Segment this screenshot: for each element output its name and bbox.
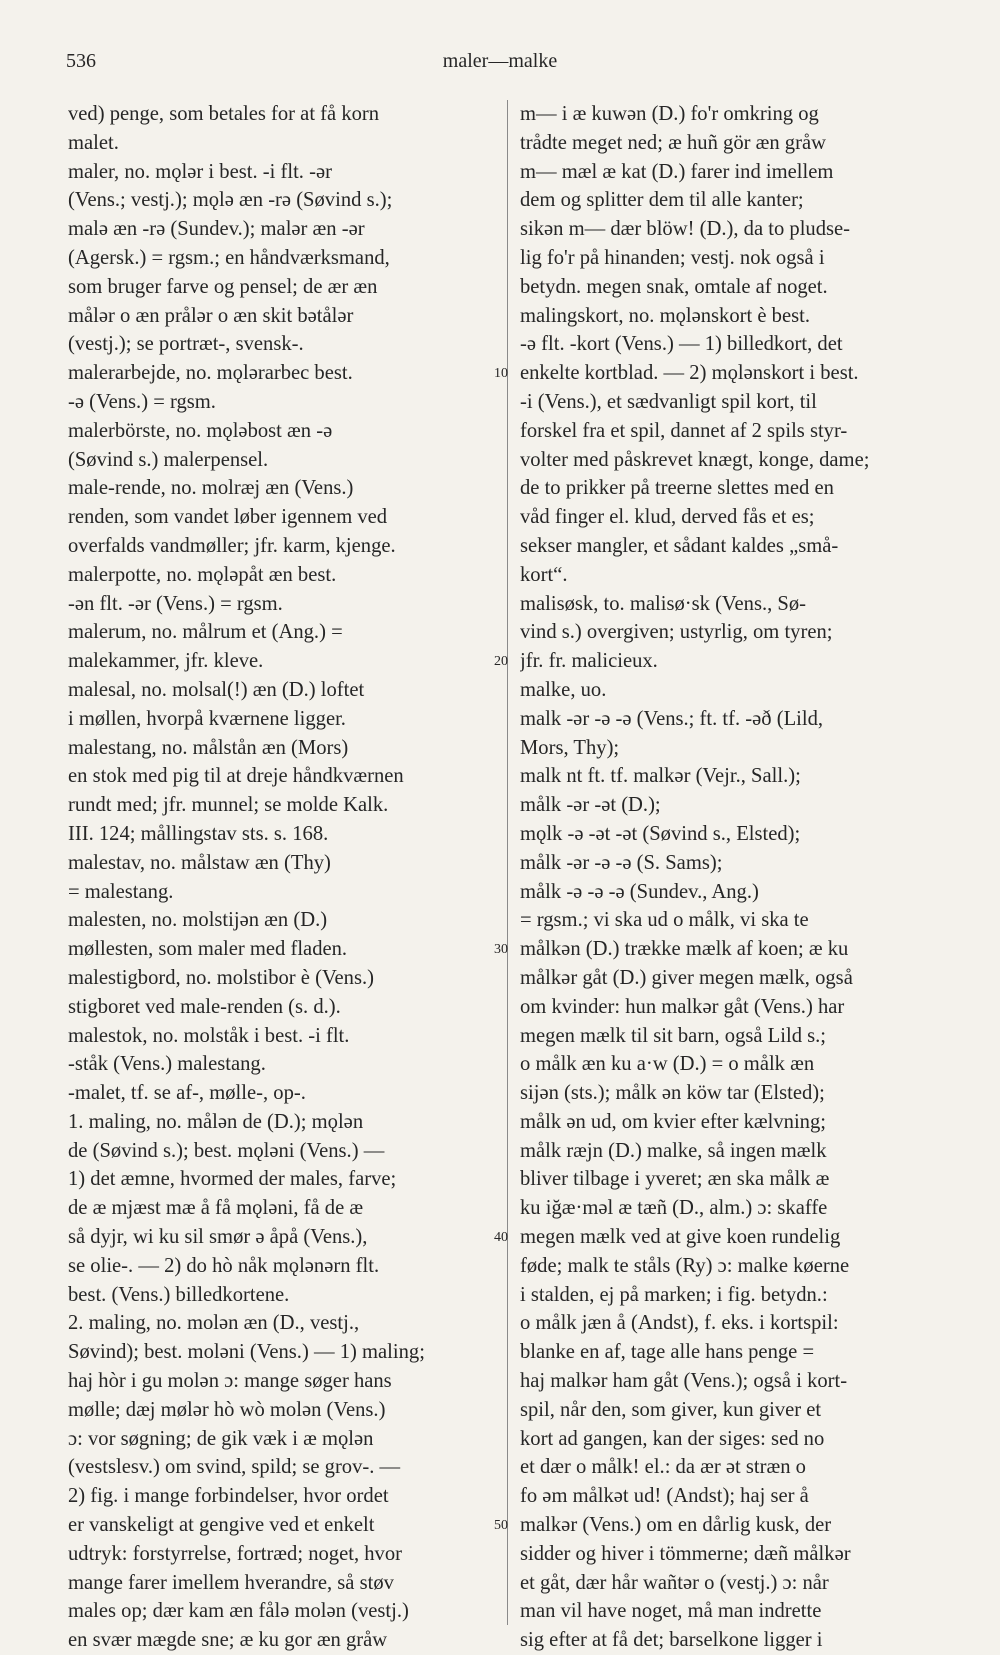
text-line: sekser mangler, et sådant kaldes „små- (520, 534, 839, 557)
text-line: malestav, no. målstaw æn (Thy) (68, 851, 331, 874)
text-line: som bruger farve og pensel; de ær æn (68, 275, 378, 298)
text-line: målkər gåt (D.) giver megen mælk, også (520, 966, 853, 989)
line-number: 10 (494, 366, 508, 382)
text-line: målk -ər -ə -ə (S. Sams); (520, 851, 723, 874)
text-line: malesal, no. molsal(!) æn (D.) loftet (68, 678, 365, 701)
text-line: malingskort, no. mǫlənskort è best. (520, 304, 810, 327)
text-line: malerpotte, no. mǫləpåt æn best. (68, 563, 337, 586)
text-line: malə æn -rə (Sundev.); malər æn -ər (68, 218, 365, 241)
text-line: er vanskeligt at gengive ved et enkelt (68, 1514, 375, 1537)
text-line: en svær mægde sne; æ ku gor æn gråw (68, 1629, 388, 1652)
text-line: malet. (68, 131, 119, 154)
text-line: = rgsm.; vi ska ud o målk, vi ska te (520, 909, 809, 932)
text-line: malestok, no. molståk i best. -i flt. (68, 1024, 350, 1047)
text-line: -ən flt. -ər (Vens.) = rgsm. (68, 592, 283, 615)
text-line: (Agersk.) = rgsm.; en håndværksmand, (68, 246, 390, 269)
text-line: et gåt, dær hår wañtər o (vestj.) ɔ: når (520, 1571, 829, 1594)
text-line: m— i æ kuwən (D.) fo'r omkring og (520, 103, 819, 125)
text-line: de (Søvind s.); best. mǫləni (Vens.) — (68, 1139, 385, 1162)
text-line: male-rende, no. molræj æn (Vens.) (68, 477, 354, 500)
line-number: 40 (494, 1230, 508, 1246)
text-line: malk -ər -ə -ə (Vens.; ft. tf. -əð (Lild, (520, 707, 824, 730)
text-line: (Søvind s.) malerpensel. (68, 448, 269, 471)
text-line: malke, uo. (520, 678, 607, 701)
text-line: (vestslesv.) om svind, spild; se grov-. — (68, 1456, 401, 1479)
text-line: så dyjr, wi ku sil smør ə åpå (Vens.), (68, 1226, 368, 1249)
text-line: malisøsk, to. malisø·sk (Vens., Sø- (520, 592, 807, 615)
text-line: målk -ər -ət (D.); (520, 794, 661, 817)
text-line: blanke en af, tage alle hans penge = (520, 1341, 815, 1364)
text-line: et dær o målk! el.: da ær ət stræn o (520, 1456, 806, 1479)
text-line: -ə flt. -kort (Vens.) — 1) billedkort, det (520, 333, 843, 356)
text-line: volter med påskrevet knægt, konge, dame; (520, 448, 870, 471)
text-line: vind s.) overgiven; ustyrlig, om tyren; (520, 621, 833, 644)
text-line: dem og splitter dem til alle kanter; (520, 189, 804, 212)
text-line: sidder og hiver i tömmerne; dæñ målkər (520, 1542, 851, 1565)
text-line: o målk æn ku a·w (D.) = o målk æn (520, 1053, 815, 1076)
column-divider (507, 100, 508, 1625)
text-line: -ståk (Vens.) malestang. (68, 1053, 266, 1076)
text-line: -malet, tf. se af-, mølle-, op-. (68, 1082, 306, 1105)
text-line: Mors, Thy); (520, 736, 620, 759)
text-line: jfr. fr. malicieux. (520, 650, 658, 673)
text-line: i stalden, ej på marken; i fig. betydn.: (520, 1283, 828, 1306)
text-line: 2. maling, no. molən æn (D., vestj., (68, 1312, 360, 1335)
text-line: man vil have noget, må man indrette (520, 1600, 822, 1623)
text-line: ɔ: vor søgning; de gik væk i æ mǫlən (68, 1427, 374, 1450)
text-line: overfalds vandmøller; jfr. karm, kjenge. (68, 534, 396, 557)
text-line: megen mælk til sit barn, også Lild s.; (520, 1024, 827, 1047)
text-line: målkən (D.) trække mælk af koen; æ ku (520, 938, 849, 961)
text-line: sijən (sts.); målk ən köw tar (Elsted); (520, 1082, 825, 1105)
line-number: 20 (494, 654, 508, 670)
text-line: bliver tilbage i yveret; æn ska målk æ (520, 1168, 830, 1191)
text-line: III. 124; mållingstav sts. s. 168. (68, 822, 329, 845)
text-line: målk -ə -ə -ə (Sundev., Ang.) (520, 880, 759, 903)
text-line: (vestj.); se portræt-, svensk-. (68, 333, 304, 356)
text-line: de to prikker på treerne slettes med en (520, 477, 834, 500)
text-line: udtryk: forstyrrelse, fortræd; noget, hvor (68, 1542, 403, 1565)
text-line: rundt med; jfr. munnel; se molde Kalk. (68, 794, 389, 817)
text-line: se olie-. — 2) do hò nåk mǫlənərn flt. (68, 1254, 380, 1277)
text-line: o målk jæn å (Andst), f. eks. i kortspil: (520, 1312, 839, 1335)
text-line: (Vens.; vestj.); mǫlə æn -rə (Søvind s.); (68, 189, 393, 212)
text-line: føde; malk te ståls (Ry) ɔ: malke køerne (520, 1254, 850, 1277)
text-line: megen mælk ved at give koen rundelig (520, 1226, 841, 1249)
text-line: = malestang. (68, 880, 174, 903)
text-line: best. (Vens.) billedkortene. (68, 1283, 290, 1306)
text-line: sig efter at få det; barselkone ligger i (520, 1629, 823, 1652)
text-line: målk ræjn (D.) malke, så ingen mælk (520, 1139, 827, 1162)
text-line: våd finger el. klud, derved fås et es; (520, 506, 815, 529)
text-line: malekammer, jfr. kleve. (68, 650, 264, 673)
text-line: mǫlk -ə -ət -ət (Søvind s., Elsted); (520, 822, 801, 845)
text-line: de æ mjæst mæ å få mǫləni, få de æ (68, 1197, 364, 1220)
text-line: målər o æn prålər o æn skit bətålər (68, 304, 354, 327)
text-line: 1. maling, no. målən de (D.); mǫlən (68, 1110, 364, 1133)
text-line: 2) fig. i mange forbindelser, hvor ordet (68, 1485, 389, 1508)
text-line: malestigbord, no. molstibor è (Vens.) (68, 966, 374, 989)
text-line: malerum, no. målrum et (Ang.) = (68, 621, 343, 644)
text-line: en stok med pig til at dreje håndkværnen (68, 765, 404, 788)
text-line: m— mæl æ kat (D.) farer ind imellem (520, 160, 834, 183)
page-number: 536 (66, 50, 96, 72)
text-line: renden, som vandet løber igennem ved (68, 506, 388, 529)
text-line: Søvind); best. moləni (Vens.) — 1) maling; (68, 1341, 425, 1364)
text-line: stigboret ved male-renden (s. d.). (68, 995, 341, 1018)
text-line: haj hòr i gu molən ɔ: mange søger hans (68, 1370, 392, 1393)
text-line: haj malkər ham gåt (Vens.); også i kort- (520, 1370, 848, 1393)
text-line: spil, når den, som giver, kun giver et (520, 1398, 822, 1421)
text-line: mølle; dæj mølər hò wò molən (Vens.) (68, 1398, 386, 1421)
text-line: malk nt ft. tf. malkər (Vejr., Sall.); (520, 765, 801, 788)
text-line: betydn. megen snak, omtale af noget. (520, 275, 828, 298)
text-line: fo əm målkət ud! (Andst); haj ser å (520, 1485, 809, 1508)
text-line: lig fo'r på hinanden; vestj. nok også i (520, 246, 825, 269)
text-line: malesten, no. molstijən æn (D.) (68, 909, 328, 932)
text-line: malerbörste, no. mǫləbost æn -ə (68, 419, 333, 442)
text-line: trådte meget ned; æ huñ gör æn gråw (520, 131, 826, 154)
text-line: malerarbejde, no. mǫlərarbec best. (68, 362, 353, 385)
text-line: maler, no. mǫlər i best. -i flt. -ər (68, 160, 332, 183)
text-line: kort ad gangen, kan der siges: sed no (520, 1427, 825, 1450)
text-line: 1) det æmne, hvormed der males, farve; (68, 1168, 397, 1191)
text-line: målk ən ud, om kvier efter kælvning; (520, 1110, 826, 1133)
text-line: sikən m— dær blöw! (D.), da to pludse- (520, 218, 851, 241)
text-line: enkelte kortblad. — 2) mǫlənskort i best. (520, 362, 859, 385)
text-line: mange farer imellem hverandre, så støv (68, 1571, 394, 1594)
text-line: ved) penge, som betales for at få korn (68, 103, 380, 125)
line-number: 30 (494, 942, 508, 958)
text-line: kort“. (520, 563, 568, 586)
text-line: om kvinder: hun malkər gåt (Vens.) har (520, 995, 845, 1018)
text-line: forskel fra et spil, dannet af 2 spils styr- (520, 419, 848, 442)
left-column (68, 100, 496, 1655)
line-number: 50 (494, 1518, 508, 1534)
text-line: -ə (Vens.) = rgsm. (68, 390, 216, 413)
running-head: maler—malke (442, 50, 558, 72)
text-line: -i (Vens.), et sædvanligt spil kort, til (520, 390, 817, 413)
text-line: males op; dær kam æn fålə molən (vestj.) (68, 1600, 409, 1623)
right-column (520, 100, 950, 1655)
text-line: malkər (Vens.) om en dårlig kusk, der (520, 1514, 832, 1537)
text-line: malestang, no. målstån æn (Mors) (68, 736, 349, 759)
text-line: ku iğæ·məl æ tæñ (D., alm.) ɔ: skaffe (520, 1197, 828, 1220)
text-line: i møllen, hvorpå kværnene ligger. (68, 707, 346, 730)
text-line: møllesten, som maler med fladen. (68, 938, 348, 961)
